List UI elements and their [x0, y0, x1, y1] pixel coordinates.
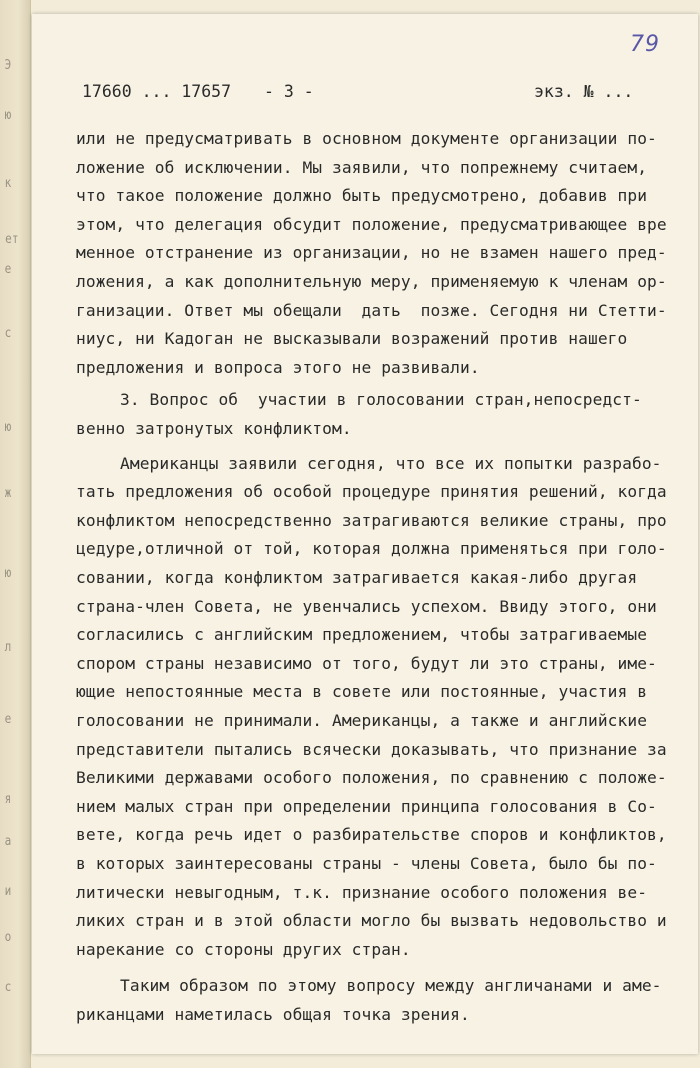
text-line: ликих стран и в этой области могло бы вызвать недовольство и	[76, 911, 667, 931]
text-line: ниус, ни Кадоган не высказывали возражений против нашего	[76, 329, 628, 349]
closing-line: риканцами наметилась общая точка зрения.	[76, 1005, 470, 1024]
page-header	[32, 82, 698, 106]
text-line: литически невыгодным, т.к. признание особого положения ве-	[76, 882, 648, 902]
bleed-text: л	[4, 640, 12, 655]
bleed-text: а	[4, 834, 12, 849]
bleed-text: с	[4, 326, 12, 341]
closing-line: Таким образом по этому вопросу между англичанами и аме-	[120, 976, 662, 996]
bleed-text: о	[4, 930, 12, 945]
document-number: 17660 ... 17657	[82, 82, 232, 101]
bleed-text: Э	[4, 58, 12, 73]
text-line: что такое положение должно быть предусмотрено, добавив при	[76, 186, 648, 206]
text-line: ющие непостоянные места в совете или постоянные, участия в	[76, 682, 648, 702]
folio-number: 79	[630, 32, 660, 57]
text-line: менное отстранение из организации, но не взамен нашего пред-	[76, 243, 667, 263]
text-line: представители пытались всячески доказывать, что признание за	[76, 739, 667, 759]
text-line: Американцы заявили сегодня, что все их попытки разрабо-	[120, 453, 662, 473]
text-line: ложение об исключении. Мы заявили, что попрежнему считаем,	[76, 157, 648, 177]
text-line: тать предложения об особой процедуре принятия решений, когда	[76, 482, 667, 502]
text-line: голосовании не принимали. Американцы, а также и английские	[76, 711, 648, 730]
bleed-text: с	[4, 980, 12, 995]
bleed-text: ю	[4, 566, 12, 581]
bleed-text: ю	[4, 108, 12, 123]
text-line: этом, что делегация обсудит положение, предусматривающее вре	[76, 214, 667, 234]
text-line: Великими державами особого положения, по сравнению с положе-	[76, 768, 667, 788]
bleed-text: к	[4, 176, 12, 191]
bleed-text: ж	[4, 486, 12, 501]
copy-number: экз. № ...	[534, 82, 634, 101]
section-heading: венно затронутых конфликтом.	[76, 419, 352, 438]
bleed-text: я	[4, 792, 12, 807]
page-number: - 3 -	[264, 82, 314, 101]
text-line: ганизации. Ответ мы обещали дать позже. Сегодня ни Стетти-	[76, 300, 667, 320]
bleed-text: ет	[5, 232, 19, 247]
binding-strip	[0, 0, 31, 1068]
text-line: нием малых стран при определении принципа голосования в Со-	[76, 796, 657, 816]
bleed-text: и	[4, 884, 12, 899]
typed-page	[32, 14, 698, 1054]
text-line: предложения и вопроса этого не развивали.	[76, 357, 480, 377]
bleed-text: е	[4, 712, 12, 727]
text-line: ложения, а как дополнительную меру, применяемую к членам ор-	[76, 272, 667, 291]
text-line: или не предусматривать в основном документе организации по-	[76, 129, 657, 148]
text-line: нарекание со стороны других стран.	[76, 939, 411, 959]
text-line: согласились с английским предложением, чтобы затрагиваемые	[76, 625, 648, 645]
text-line: совании, когда конфликтом затрагивается какая-либо другая	[76, 568, 638, 587]
text-line: конфликтом непосредственно затрагиваются великие страны, про	[76, 510, 667, 530]
text-line: в которых заинтересованы страны - члены Совета, было бы по-	[76, 854, 657, 873]
bleed-text: е	[4, 262, 12, 277]
text-line: страна-член Совета, не увенчались успехом. Ввиду этого, они	[76, 596, 657, 616]
bleed-text: ю	[4, 420, 12, 435]
text-line: вете, когда речь идет о разбирательстве споров и конфликтов,	[76, 825, 667, 845]
text-line: цедуре,отличной от той, которая должна применяться при голо-	[76, 539, 667, 559]
section-heading: 3. Вопрос об участии в голосовании стран,непосредст-	[120, 390, 642, 410]
text-line: спором страны независимо от того, будут ли это страны, име-	[76, 653, 657, 673]
